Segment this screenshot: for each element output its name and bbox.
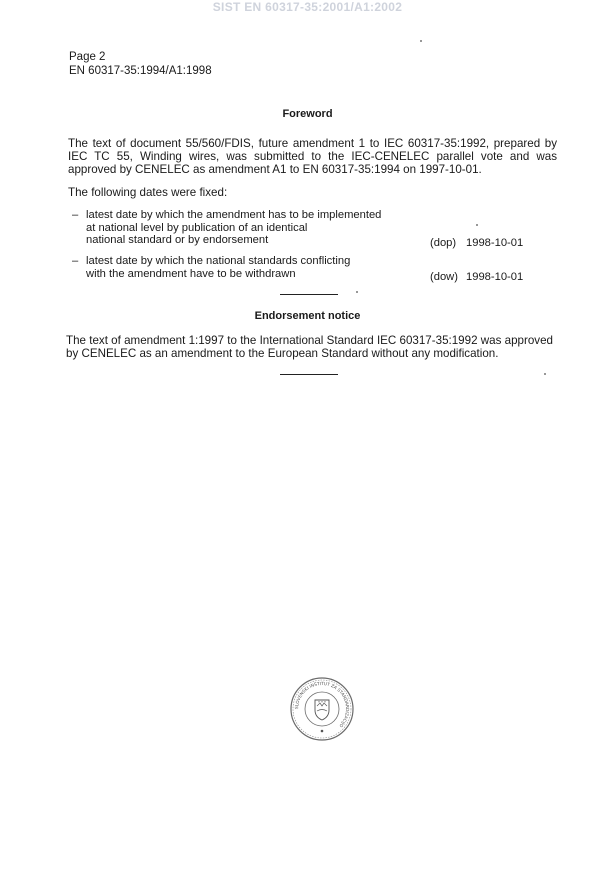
page-number: Page 2 [69, 51, 106, 63]
date-value-dow: 1998-10-01 [466, 271, 524, 283]
endorsement-paragraph: The text of amendment 1:1997 to the International Standard IEC 60317-35:1992 was approved by CENELEC as an amendment to the European Standard without any modification. [66, 334, 553, 361]
divider-rule [280, 374, 338, 375]
official-seal-icon [289, 676, 355, 742]
date-code-dop: (dop) [430, 237, 457, 249]
date-item-line: latest date by which the national standards conflicting [86, 255, 351, 267]
scan-speck [544, 373, 546, 375]
scan-speck [476, 224, 478, 226]
date-item-line: latest date by which the amendment has to be implemented [86, 209, 382, 221]
page-header [69, 50, 212, 78]
date-code-dow: (dow) [430, 271, 458, 283]
endorsement-title: Endorsement notice [254, 310, 361, 322]
date-item-text [86, 255, 416, 280]
date-value-dop: 1998-10-01 [466, 237, 524, 249]
scan-speck [420, 40, 422, 42]
foreword-title: Foreword [282, 108, 333, 120]
date-item-line: national standard or by endorsement [86, 234, 269, 247]
seal-text: SLOVENSKI INŠTITUT ZA STANDARDIZACIJO [294, 681, 350, 728]
date-item-text [86, 209, 416, 247]
date-item-line: at national level by publication of an identical [86, 221, 308, 234]
scan-speck [356, 291, 358, 293]
foreword-paragraph: The text of document 55/560/FDIS, future amendment 1 to IEC 60317-35:1992, prepared by IEC TC 55, Winding wires, was submitted to the IEC-CENELEC parallel vote and was approved by CENELEC as amendment A1 to EN 60317-35:1994 on 1997-10-01. [68, 137, 557, 177]
date-item-line: with the amendment have to be withdrawn [86, 267, 296, 280]
list-dash: – [72, 255, 79, 267]
dates-intro: The following dates were fixed: [68, 186, 228, 199]
list-dash: – [72, 209, 79, 221]
document-id: EN 60317-35:1994/A1:1998 [69, 65, 212, 77]
watermark: SIST EN 60317-35:2001/A1:2002 [212, 0, 403, 14]
divider-rule [280, 294, 338, 295]
